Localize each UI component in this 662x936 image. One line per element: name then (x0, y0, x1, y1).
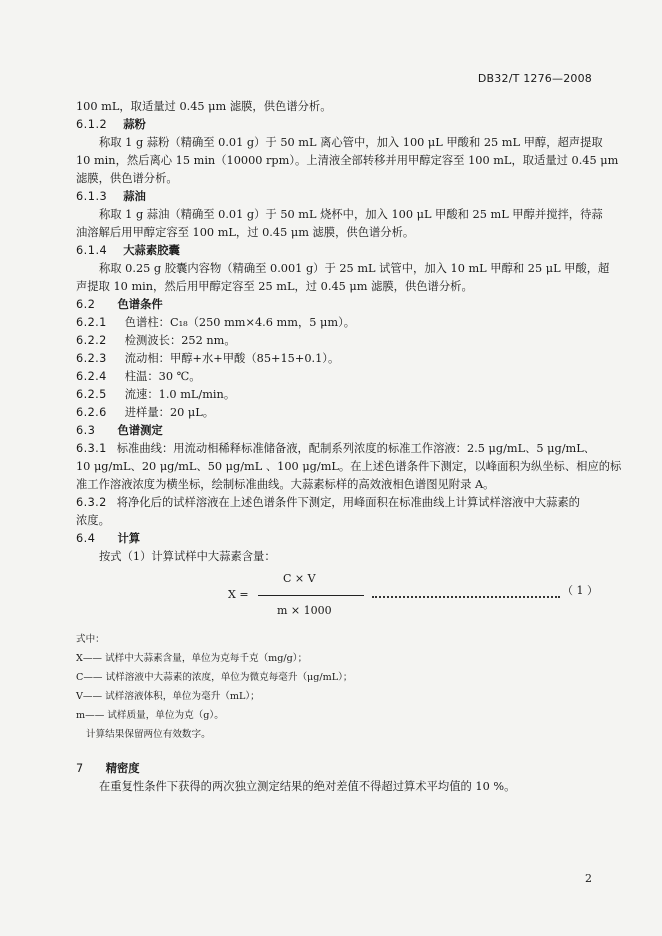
list-item (76, 350, 596, 368)
variable-definition: C—— 试样溶液中大蒜素的浓度，单位为微克每毫升（μg/mL）； (76, 672, 353, 683)
item-text: 柱温：30 ℃。 (124, 370, 201, 383)
paragraph-line: 100 mL，取适量过 0.45 μm 滤膜，供色谱分析。 (76, 100, 332, 113)
section-number: 6.2 (76, 298, 96, 311)
section-title: 色谱条件 (117, 298, 163, 311)
variable-definition: m—— 试样质量，单位为克（g）。 (76, 710, 224, 721)
section-heading-7 (76, 760, 596, 778)
section-number: 7 (76, 762, 84, 775)
paragraph-line: 油溶解后用甲醇定容至 100 mL，过 0.45 μm 滤膜，供色谱分析。 (76, 226, 415, 239)
section-heading-6-4 (76, 530, 596, 548)
item-text: 流动相：甲醇+水+甲酸（85+15+0.1）。 (124, 352, 340, 365)
item-text: 进样量：20 μL。 (124, 406, 215, 419)
list-item (76, 386, 596, 404)
list-item (76, 440, 596, 458)
item-number: 6.3.2 (76, 496, 107, 509)
formula-numerator: C × V (283, 572, 316, 585)
list-item (76, 404, 596, 422)
item-text: 色谱柱：C₁₈（250 mm×4.6 mm，5 μm）。 (124, 316, 356, 329)
formula-lhs: X = (228, 588, 249, 601)
variable-definition: X—— 试样中大蒜素含量，单位为克每千克（mg/g）； (76, 653, 308, 664)
item-number: 6.2.4 (76, 370, 107, 383)
item-text: 流速：1.0 mL/min。 (124, 388, 236, 401)
equation-number: （ 1 ） (562, 584, 598, 597)
where-heading: 式中： (76, 634, 105, 645)
paragraph-line: 10 μg/mL、20 μg/mL、50 μg/mL 、100 μg/mL。在上述色谱条件下测定，以峰面积为纵坐标、相应的标 (76, 460, 622, 473)
section-number: 6.1.4 (76, 244, 108, 257)
section-title: 色谱测定 (117, 424, 163, 437)
list-item (76, 314, 596, 332)
document-code: DB32/T 1276—2008 (477, 72, 592, 85)
section-title: 蒜粉 (123, 118, 146, 131)
section-number: 6.3 (76, 424, 96, 437)
section-heading-6-2 (76, 296, 596, 314)
list-item (76, 368, 596, 386)
section-title: 大蒜素胶囊 (123, 244, 180, 257)
section-number: 6.1.3 (76, 190, 108, 203)
paragraph-line: 浓度。 (76, 514, 110, 527)
variable-definition: V—— 试样溶液体积，单位为毫升（mL）； (76, 691, 260, 702)
item-number: 6.2.3 (76, 352, 107, 365)
item-text: 检测波长：252 nm。 (124, 334, 236, 347)
section-title: 精密度 (105, 762, 140, 775)
list-item (76, 332, 596, 350)
paragraph-line: 10 min，然后离心 15 min（10000 rpm）。上清液全部转移并用甲醇定容至 100 mL，取适量过 0.45 μm (76, 154, 619, 167)
fraction-bar (258, 595, 364, 596)
section-heading-6-1-2 (76, 116, 596, 134)
section-heading-6-1-4 (76, 242, 596, 260)
formula-denominator: m × 1000 (277, 604, 332, 617)
item-number: 6.2.5 (76, 388, 107, 401)
section-number: 6.4 (76, 532, 96, 545)
paragraph-line: 滤膜，供色谱分析。 (76, 172, 178, 185)
paragraph-line: 声提取 10 min，然后用甲醇定容至 25 mL，过 0.45 μm 滤膜，供色谱分析。 (76, 280, 473, 293)
page-number: 2 (585, 872, 592, 885)
item-number: 6.2.1 (76, 316, 107, 329)
paragraph-line: 称取 1 g 蒜粉（精确至 0.01 g）于 50 mL 离心管中，加入 100 μL 甲酸和 25 mL 甲醇，超声提取 (99, 136, 603, 149)
paragraph-line: 称取 0.25 g 胶囊内容物（精确至 0.001 g）于 25 mL 试管中，加入 10 mL 甲醇和 25 μL 甲酸，超 (99, 262, 610, 275)
list-item (76, 494, 596, 512)
paragraph-line: 准工作溶液浓度为横坐标，绘制标准曲线。大蒜素标样的高效液相色谱图见附录 A。 (76, 478, 495, 491)
item-number: 6.2.2 (76, 334, 107, 347)
leader-dots (372, 582, 560, 598)
rounding-note: 计算结果保留两位有效数字。 (86, 729, 211, 740)
section-heading-6-1-3 (76, 188, 596, 206)
section-heading-6-3 (76, 422, 596, 440)
section-title: 计算 (117, 532, 141, 545)
item-number: 6.2.6 (76, 406, 107, 419)
section-number: 6.1.2 (76, 118, 108, 131)
item-text: 标准曲线：用流动相稀释标准储备液，配制系列浓度的标准工作溶液：2.5 μg/mL、5 μg/mL、 (116, 442, 596, 455)
paragraph-line: 按式（1）计算试样中大蒜素含量： (99, 550, 276, 563)
paragraph-line: 称取 1 g 蒜油（精确至 0.01 g）于 50 mL 烧杯中，加入 100 μL 甲酸和 25 mL 甲醇并搅拌，待蒜 (99, 208, 603, 221)
paragraph-line: 在重复性条件下获得的两次独立测定结果的绝对差值不得超过算术平均值的 10 %。 (99, 780, 516, 793)
section-title: 蒜油 (123, 190, 146, 203)
item-number: 6.3.1 (76, 442, 107, 455)
item-text: 将净化后的试样溶液在上述色谱条件下测定，用峰面积在标准曲线上计算试样溶液中大蒜素的 (116, 496, 580, 509)
